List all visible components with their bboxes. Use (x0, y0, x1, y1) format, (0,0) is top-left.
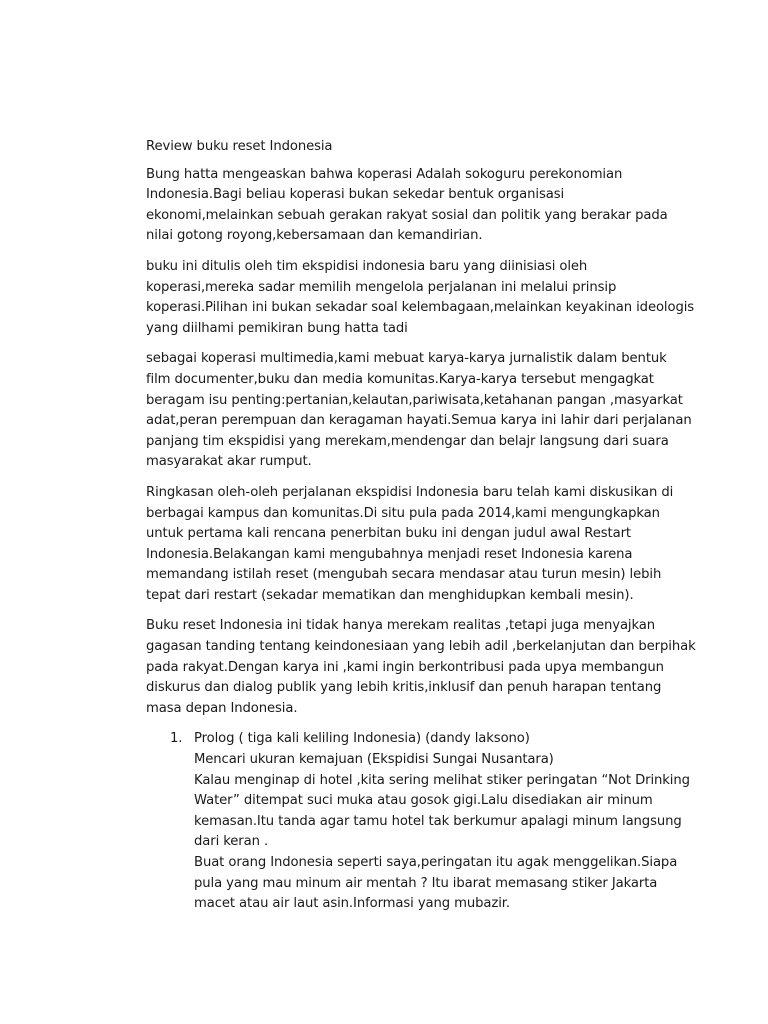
text-line: sebagai koperasi multimedia,kami mebuat karya-karya jurnalistik dalam bentuk (146, 351, 667, 367)
paragraph (146, 616, 696, 719)
text-line: Buku reset Indonesia ini tidak hanya merekam realitas ,tetapi juga menyajkan (146, 618, 656, 634)
text-line: gagasan tanding tentang keindonesiaan yang lebih adil ,berkelanjutan dan berpihak (146, 639, 696, 655)
text-line: Bung hatta mengeaskan bahwa koperasi Adalah sokoguru perekonomian (146, 166, 623, 182)
text-line: Buat orang Indonesia seperti saya,peringatan itu agak menggelikan.Siapa (194, 855, 678, 870)
text-line: Indonesia.Belakangan kami mengubahnya menjadi reset Indonesia karena (146, 546, 633, 562)
document-body (146, 137, 696, 915)
text-line: ekonomi,melainkan sebuah gerakan rakyat sosial dan politik yang berakar pada (146, 207, 668, 223)
text-line: Prolog ( tiga kali keliling Indonesia) (dandy laksono) (194, 731, 530, 747)
text-line: tepat dari restart (sekadar mematikan dan menghidupkan kembali mesin). (146, 587, 634, 603)
paragraph (146, 349, 692, 473)
text-line: panjang tim ekspidisi yang merekam,mendengar dan belajr langsung dari suara (146, 433, 669, 449)
numbered-list (146, 729, 690, 914)
text-line: adat,peran perempuan dan keragaman hayati.Semua karya ini lahir dari perjalanan (146, 413, 692, 429)
text-line: Ringkasan oleh-oleh perjalanan ekspidisi Indonesia baru telah kami diskusikan di (146, 484, 674, 500)
text-line: film documenter,buku dan media komunitas.Karya-karya tersebut mengagkat (146, 371, 654, 387)
text-line: Kalau menginap di hotel ,kita sering melihat stiker peringatan “Not Drinking (194, 772, 690, 788)
paragraph (146, 257, 695, 339)
text-line: buku ini ditulis oleh tim ekspidisi indonesia baru yang diinisiasi oleh (146, 258, 588, 274)
text-line: Indonesia.Bagi beliau koperasi bukan sekedar bentuk organisasi (146, 187, 565, 203)
text-line: berbagai kampus dan komunitas.Di situ pula pada 2014,kami mengungkapkan (146, 505, 660, 521)
text-line: yang diilhami pemikiran bung hatta tadi (146, 320, 408, 336)
paragraph (146, 483, 674, 607)
text-line: masa depan Indonesia. (146, 700, 298, 716)
text-line: masyarakat akar rumput. (146, 454, 312, 470)
text-line: beragam isu penting:pertanian,kelautan,pariwisata,ketahanan pangan ,masyarkat (146, 392, 683, 408)
text-line: koperasi,mereka sadar memilih mengelola perjalanan ini melalui prinsip (146, 279, 617, 295)
text-line: diskurus dan dialog publik yang lebih kritis,inklusif dan penuh harapan tentang (146, 680, 662, 696)
text-line: pada rakyat.Dengan karya ini ,kami ingin berkontribusi pada upya membangun (146, 659, 664, 675)
text-line: macet atau air laut asin.Informasi yang mubazir. (194, 896, 510, 912)
paragraph (146, 165, 666, 247)
list-number: 1. (170, 731, 183, 747)
list-item (146, 729, 690, 914)
text-line: kemasan.Itu tanda agar tamu hotel tak berkumur apalagi minum langsung (194, 813, 682, 829)
text-line: Water” ditempat suci muka atau gosok gigi.Lalu disediakan air minum (194, 793, 653, 809)
text-line: dari keran . (194, 834, 269, 850)
text-line: nilai gotong royong,kebersamaan dan kemandirian. (146, 228, 483, 244)
document-title: Review buku reset Indonesia (146, 139, 333, 154)
text-line: pula yang mau minum air mentah ? Itu ibarat memasang stiker Jakarta (194, 875, 658, 891)
text-line: untuk pertama kali rencana penerbitan buku ini dengan judul awal Restart (146, 526, 631, 542)
text-line: memandang istilah reset (mengubah secara mendasar atau turun mesin) lebih (146, 567, 662, 583)
text-line: Mencari ukuran kemajuan (Ekspidisi Sungai Nusantara) (194, 752, 554, 768)
text-line: koperasi.Pilihan ini bukan sekadar soal kelembagaan,melainkan keyakinan ideologis (146, 300, 695, 316)
